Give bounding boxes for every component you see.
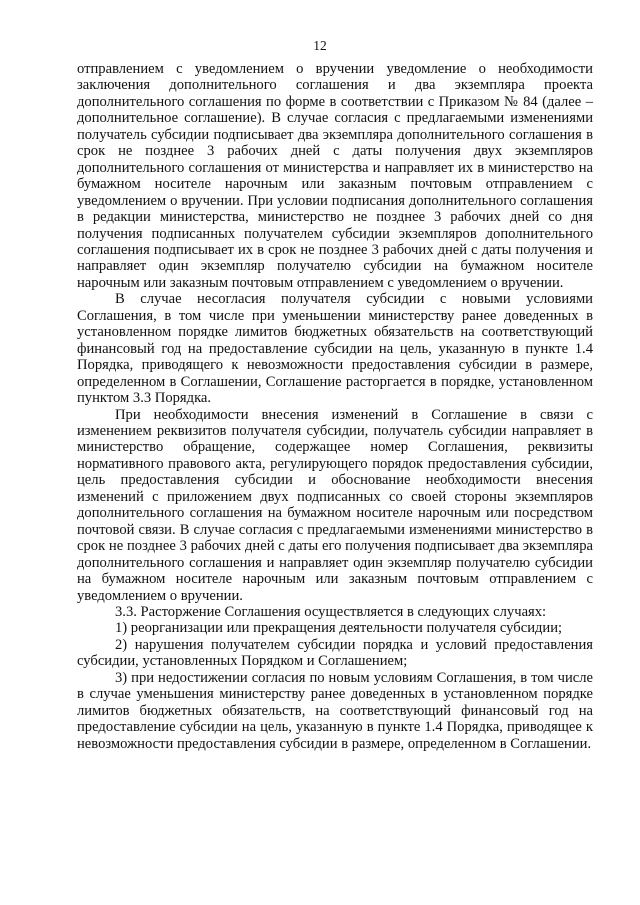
document-body xyxy=(77,61,593,752)
list-item-no-agreement: 3) при недостижении согласия по новым условиям Соглашения, в том числе в случае уменьшения министерству ранее доведенных в установленном порядке лимитов бюджетных обязательств, на соответствующий финансовый год на предоставление субсидии на цель, указанную в пункте 1.4 Порядка, приводящее к невозможности предоставления субсидии в размере, определенном в Соглашении. xyxy=(77,669,593,752)
paragraph-continuation: отправлением с уведомлением о вручении уведомление о необходимости заключения дополнительного соглашения и два экземпляра проекта дополнительного соглашения по форме в соответствии с Приказом № 84 (далее – дополнительное соглашение). В случае согласия с предлагаемыми изменениями получатель субсидии подписывает два экземпляра дополнительного соглашения в срок не позднее 3 рабочих дней с даты получения двух экземпляров дополнительного соглашения от министерства и направляет их в министерство на бумажном носителе нарочным или заказным почтовым отправлением с уведомлением о вручении. При условии подписания дополнительного соглашения в редакции министерства, министерство не позднее 3 рабочих дней со дня получения подписанных получателем субсидии экземпляров дополнительного соглашения подписывает их в срок не позднее 3 рабочих дней с даты получения и направляет один экземпляр получателю субсидии на бумажном носителе нарочным или заказным почтовым отправлением с уведомлением о вручении. xyxy=(77,61,593,291)
paragraph-disagreement: В случае несогласия получателя субсидии с новыми условиями Соглашения, в том числе при уменьшении министерству ранее доведенных в установленном порядке лимитов бюджетных обязательств на соответствующий финансовый год на предоставление субсидии на цель, указанную в пункте 1.4 Порядка, приводящего к невозможности предоставления субсидии в размере, определенном в Соглашении, Соглашение расторгается в порядке, установленном пунктом 3.3 Порядка. xyxy=(77,291,593,407)
paragraph-requisites-change: При необходимости внесения изменений в Соглашение в связи с изменением реквизитов получателя субсидии, получатель субсидии направляет в министерство обращение, содержащее номер Соглашения, реквизиты нормативного правового акта, регулирующего порядок предоставления субсидии, цель предоставления субсидии и обоснование необходимости внесения изменений с приложением двух подписанных со своей стороны экземпляров дополнительного соглашения на бумажном носителе нарочным или посредством почтовой связи. В случае согласия с предлагаемыми изменениями министерство в срок не позднее 3 рабочих дней с даты его получения подписывает два экземпляра дополнительного соглашения и направляет один экземпляр получателю субсидии на бумажном носителе нарочным или заказным почтовым отправлением с уведомлением о вручении. xyxy=(77,406,593,604)
list-item-violation: 2) нарушения получателем субсидии порядка и условий предоставления субсидии, установленных Порядком и Соглашением; xyxy=(77,636,593,670)
page-number: 12 xyxy=(313,38,327,53)
list-item-reorganization: 1) реорганизации или прекращения деятельности получателя субсидии; xyxy=(115,620,563,637)
clause-3-3-heading: 3.3. Расторжение Соглашения осуществляется в следующих случаях: xyxy=(115,603,547,620)
